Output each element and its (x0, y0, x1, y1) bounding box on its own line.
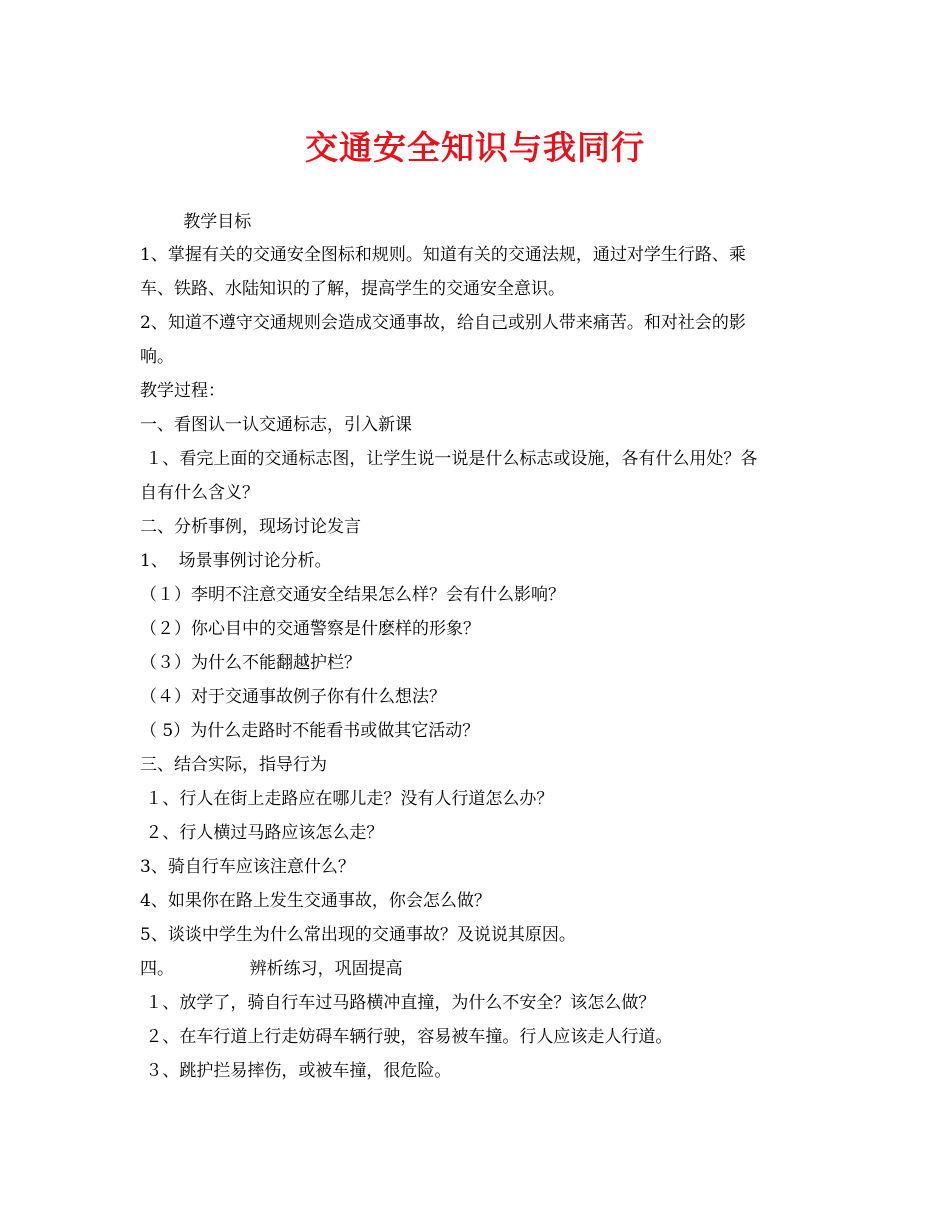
part-3-item-1: １、行人在街上走路应在哪儿走？没有人行道怎么办？ (140, 789, 554, 809)
part-4-item-2: ２、在车行道上行走妨碍车辆行驶，容易被车撞。行人应该走人行道。 (140, 1027, 673, 1047)
part-4-heading: 四。 辨析练习，巩固提高 (140, 959, 403, 979)
part-1-item-1-line-2: 自有什么含义？ (140, 483, 259, 503)
part-3-item-4: 4、如果你在路上发生交通事故，你会怎么做？ (140, 891, 491, 911)
document-title: 交通安全知识与我同行 (305, 128, 645, 167)
part-2-item-1: 1、 场景事例讨论分析。 (140, 551, 332, 571)
objective-2-line-1: 2、知道不遵守交通规则会造成交通事故，给自己或别人带来痛苦。和对社会的影 (140, 313, 746, 333)
part-3-item-5: 5、谈谈中学生为什么常出现的交通事故？及说说其原因。 (140, 925, 576, 945)
part-3-heading: 三、结合实际，指导行为 (140, 755, 327, 775)
part-4-item-3: ３、跳护拦易摔伤，或被车撞，很危险。 (140, 1061, 452, 1081)
part-2-question-1: （１）李明不注意交通安全结果怎么样？会有什么影响？ (140, 585, 565, 605)
section-heading-objectives: 教学目标 (140, 212, 252, 232)
part-1-item-1-line-1: １、看完上面的交通标志图，让学生说一说是什么标志或设施，各有什么用处？各 (140, 449, 758, 469)
part-3-item-2: ２、行人横过马路应该怎么走？ (140, 823, 384, 843)
part-2-heading: 二、分析事例，现场讨论发言 (140, 517, 361, 537)
part-2-question-2: （２）你心目中的交通警察是什麽样的形象？ (140, 619, 480, 639)
section-heading-process: 教学过程： (140, 381, 225, 401)
part-1-heading: 一、看图认一认交通标志，引入新课 (140, 415, 412, 435)
part-2-question-3: （３）为什么不能翻越护栏？ (140, 653, 361, 673)
objective-1-line-2: 车、铁路、水陆知识的了解，提高学生的交通安全意识。 (140, 279, 565, 299)
objective-1-line-1: 1、掌握有关的交通安全图标和规则。知道有关的交通法规，通过对学生行路、乘 (140, 245, 746, 265)
part-2-question-4: （４）对于交通事故例子你有什么想法？ (140, 687, 446, 707)
part-3-item-3: 3、骑自行车应该注意什么？ (140, 857, 355, 877)
part-4-item-1: １、放学了，骑自行车过马路横冲直撞，为什么不安全？该怎么做？ (140, 993, 656, 1013)
objective-2-line-2: 响。 (140, 347, 174, 367)
part-2-question-5: （ 5）为什么走路时不能看书或做其它活动？ (140, 721, 480, 741)
